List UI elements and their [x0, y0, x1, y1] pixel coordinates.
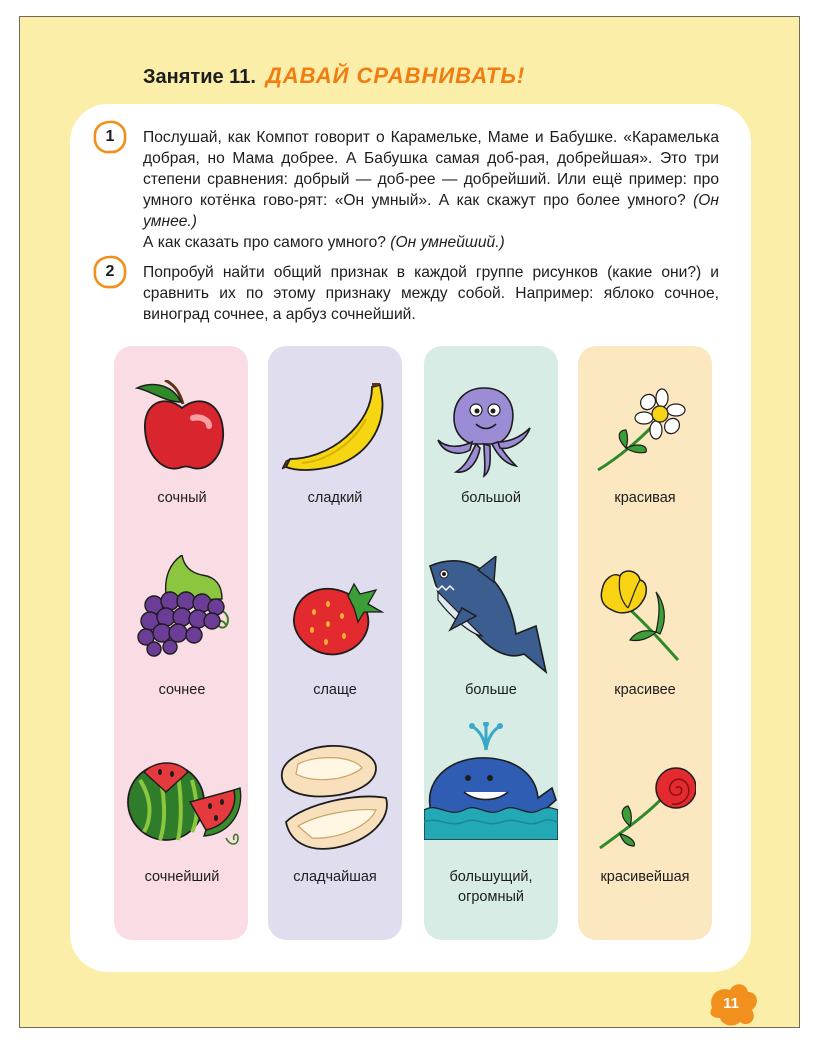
word-big: большой: [461, 490, 521, 506]
task-1-answer-1: (Он умнее.): [143, 192, 719, 230]
word-beautiful: красивая: [614, 490, 676, 506]
melon-icon: [274, 744, 396, 854]
task-2-badge: [93, 255, 127, 289]
tulip-icon: [598, 568, 688, 662]
word-most-beautiful: красивейшая: [600, 869, 690, 885]
rose-icon: [596, 766, 696, 852]
apple-icon: [135, 380, 229, 476]
watermelon-icon: [126, 762, 242, 848]
task-2-number: 2: [105, 263, 115, 280]
task-1-body: Послушай, как Компот говорит о Карамельке, Маме и Бабушке. «Карамелька добрая, но Мама добрее. А Бабушка самая доб-рая, добрейшая». Это три степени сравнения: добрый — доб-рее — добрейший. Или ещё пример: про умного котёнка гово-рят: «Он умный». А как скажут про более умного?: [143, 129, 719, 209]
word-sweetest: сладчайшая: [293, 869, 377, 885]
page-number-text: 11: [723, 995, 739, 1012]
task-1-text: [143, 127, 719, 253]
daisy-icon: [596, 388, 686, 474]
grapes-icon: [136, 555, 232, 657]
task-1-body-2: А как сказать про самого умного?: [143, 234, 391, 251]
strawberry-icon: [292, 582, 384, 658]
word-juicy: сочный: [157, 490, 207, 506]
octopus-icon: [436, 386, 532, 478]
whale-icon: [424, 722, 558, 840]
word-biggest: большущий, огромный: [449, 869, 533, 905]
word-bigger: больше: [465, 682, 517, 698]
task-2-text: Попробуй найти общий признак в каждой группе рисунков (какие они?) и сравнить их по этому признаку между собой. Например: яблоко сочное, виноград сочнее, а арбуз сочнейший.: [143, 264, 719, 323]
word-sweet: сладкий: [307, 490, 363, 506]
lesson-title: ДАВАЙ СРАВНИВАТЬ!: [265, 63, 526, 88]
word-sweeter: слаще: [313, 682, 357, 698]
page-heading: [143, 63, 525, 89]
task-1-number: 1: [105, 128, 115, 145]
lesson-number: Занятие 11.: [143, 66, 256, 88]
task-1-answer-2: (Он умнейший.): [390, 234, 505, 251]
word-juiciest: сочнейший: [144, 869, 220, 885]
banana-icon: [282, 383, 386, 477]
page-number: [706, 980, 760, 1028]
word-more-beautiful: красивее: [614, 682, 676, 698]
shark-icon: [428, 556, 552, 674]
task-1-badge: [93, 120, 127, 154]
word-juicier: сочнее: [158, 682, 206, 698]
